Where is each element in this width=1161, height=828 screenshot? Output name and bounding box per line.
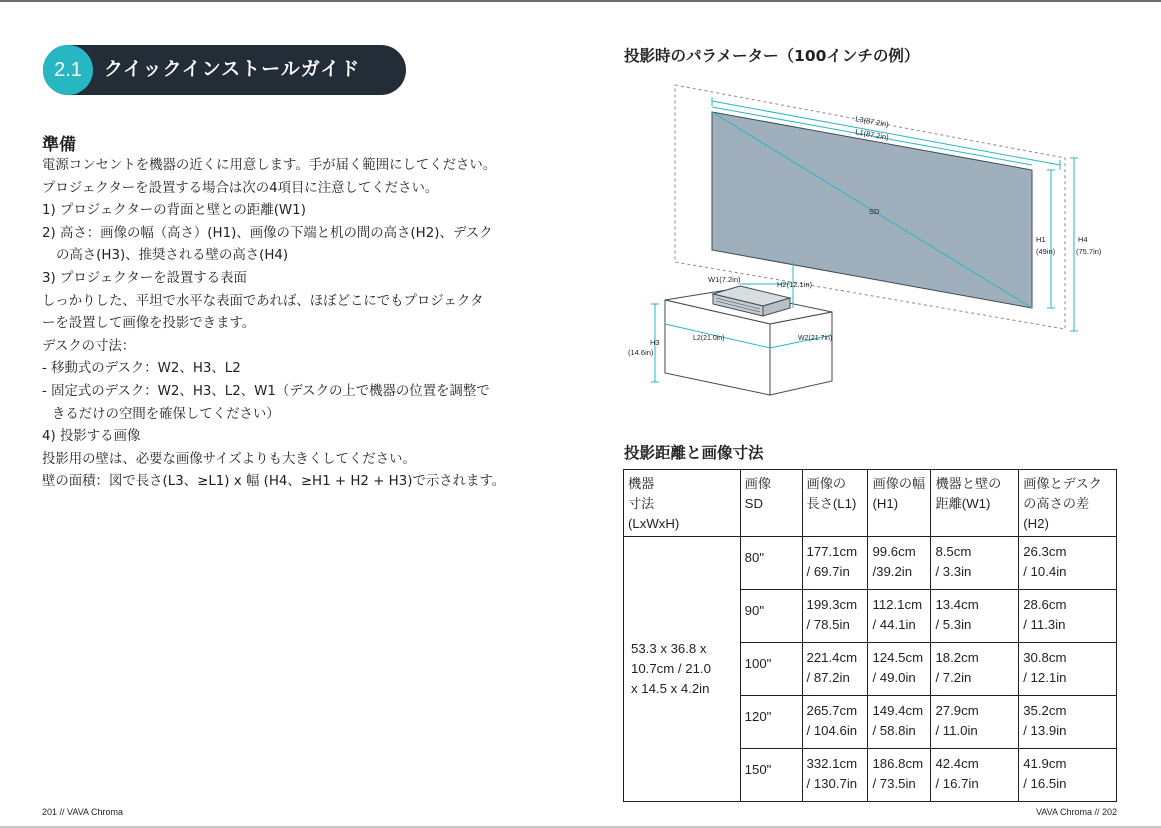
footer-page-right: VAVA Chroma // 202 bbox=[1035, 807, 1117, 817]
l1-cell: 199.3cm / 78.5in bbox=[802, 590, 868, 643]
sd-cell: 120" bbox=[740, 696, 802, 749]
w1-cell: 42.4cm / 16.7in bbox=[931, 749, 1019, 802]
footer-page-left: 201 // VAVA Chroma bbox=[42, 807, 124, 817]
body-line: 4) 投影する画像 bbox=[42, 429, 141, 445]
h1-label: H1 bbox=[1036, 235, 1046, 244]
header-l1: 画像の 長さ(L1) bbox=[802, 470, 868, 537]
h2-cell: 35.2cm / 13.9in bbox=[1019, 696, 1117, 749]
diagram-heading: 投影時のパラメーター（100インチの例） bbox=[624, 47, 920, 65]
w2-label: W2(21.7in) bbox=[798, 335, 833, 342]
l1-label: L1(87.2in) bbox=[854, 127, 890, 143]
body-line: きるだけの空間を確保してください） bbox=[52, 406, 280, 422]
h4-value: (75.7in) bbox=[1076, 247, 1102, 256]
section-title: クイックインストールガイド bbox=[104, 58, 361, 80]
projection-distance-table bbox=[623, 469, 1117, 802]
body-line: - 固定式のデスク：W2、H3、L2、W1（デスクの上で機器の位置を調整で bbox=[42, 383, 490, 399]
l1-cell: 332.1cm / 130.7in bbox=[802, 749, 868, 802]
l1-cell: 177.1cm / 69.7in bbox=[802, 537, 868, 590]
h1-cell: 124.5cm / 49.0in bbox=[868, 643, 931, 696]
sd-cell: 90" bbox=[740, 590, 802, 643]
h2-cell: 28.6cm / 11.3in bbox=[1019, 590, 1117, 643]
preparation-body bbox=[42, 155, 542, 494]
section-number: 2.1 bbox=[43, 45, 93, 95]
body-line: 1) プロジェクターの背面と壁との距離(W1) bbox=[42, 203, 306, 219]
w1-cell: 13.4cm / 5.3in bbox=[931, 590, 1019, 643]
body-line: 投影用の壁は、必要な画像サイズよりも大きくしてください。 bbox=[42, 451, 416, 467]
w1-label: W1(7.2in) bbox=[708, 275, 741, 284]
body-line: 壁の面積：図で長さ(L3、≥L1) x 幅 (H4、≥H1 + H2 + H3)で示されます。 bbox=[42, 474, 506, 490]
table-heading: 投影距離と画像寸法 bbox=[624, 444, 764, 462]
h1-value: (49in) bbox=[1036, 247, 1056, 256]
w1-cell: 8.5cm / 3.3in bbox=[931, 537, 1019, 590]
body-line: デスクの寸法： bbox=[42, 338, 136, 354]
device-size-cell: 53.3 x 36.8 x 10.7cm / 21.0 x 14.5 x 4.2in bbox=[624, 537, 741, 802]
body-line: 3) プロジェクターを設置する表面 bbox=[42, 270, 247, 286]
table-row bbox=[624, 537, 1117, 590]
h2-cell: 41.9cm / 16.5in bbox=[1019, 749, 1117, 802]
body-line: の高さ(H3)、推奨される壁の高さ(H4) bbox=[56, 248, 289, 264]
h2-cell: 26.3cm / 10.4in bbox=[1019, 537, 1117, 590]
sd-cell: 100" bbox=[740, 643, 802, 696]
preparation-heading: 準備 bbox=[42, 135, 76, 155]
sd-cell: 150" bbox=[740, 749, 802, 802]
header-device-size: 機器 寸法 (LxWxH) bbox=[624, 470, 741, 537]
sd-cell: 80" bbox=[740, 537, 802, 590]
header-sd: 画像 SD bbox=[740, 470, 802, 537]
body-line: 電源コンセントを機器の近くに用意します。手が届く範囲にしてください。 bbox=[42, 158, 497, 173]
h4-label: H4 bbox=[1078, 235, 1088, 244]
body-line: ーを設置して画像を投影できます。 bbox=[42, 316, 256, 332]
h1-cell: 112.1cm / 44.1in bbox=[868, 590, 931, 643]
h2-label: H2(12.1in) bbox=[777, 280, 813, 289]
w1-cell: 27.9cm / 11.0in bbox=[931, 696, 1019, 749]
h1-cell: 186.8cm / 73.5in bbox=[868, 749, 931, 802]
body-line: - 移動式のデスク：W2、H3、L2 bbox=[42, 361, 241, 377]
l1-cell: 221.4cm / 87.2in bbox=[802, 643, 868, 696]
top-rule bbox=[0, 0, 1161, 2]
table-header-row bbox=[624, 470, 1117, 537]
h1-cell: 149.4cm / 58.8in bbox=[868, 696, 931, 749]
header-w1: 機器と壁の 距離(W1) bbox=[931, 470, 1019, 537]
l1-cell: 265.7cm / 104.6in bbox=[802, 696, 868, 749]
l2-label: L2(21.0in) bbox=[693, 335, 725, 342]
body-line: しっかりした、平坦で水平な表面であれば、ほぼどこにでもプロジェクタ bbox=[42, 293, 484, 309]
header-h1: 画像の幅 (H1) bbox=[868, 470, 931, 537]
body-line: プロジェクターを設置する場合は次の4項目に注意してください。 bbox=[42, 180, 439, 196]
desk-side bbox=[770, 312, 832, 395]
projection-diagram bbox=[620, 72, 1140, 412]
h3-value: (14.6in) bbox=[628, 348, 654, 357]
body-line: 2) 高さ：画像の幅（高さ）(H1)、画像の下端と机の間の高さ(H2)、デスク bbox=[42, 225, 493, 241]
h3-label: H3 bbox=[650, 338, 660, 347]
h2-cell: 30.8cm / 12.1in bbox=[1019, 643, 1117, 696]
w1-cell: 18.2cm / 7.2in bbox=[931, 643, 1019, 696]
sd-label: SD bbox=[869, 207, 880, 216]
h1-cell: 99.6cm /39.2in bbox=[868, 537, 931, 590]
header-h2: 画像とデスク の高さの差 (H2) bbox=[1019, 470, 1117, 537]
l3-label: L3(87.2in) bbox=[854, 114, 890, 130]
